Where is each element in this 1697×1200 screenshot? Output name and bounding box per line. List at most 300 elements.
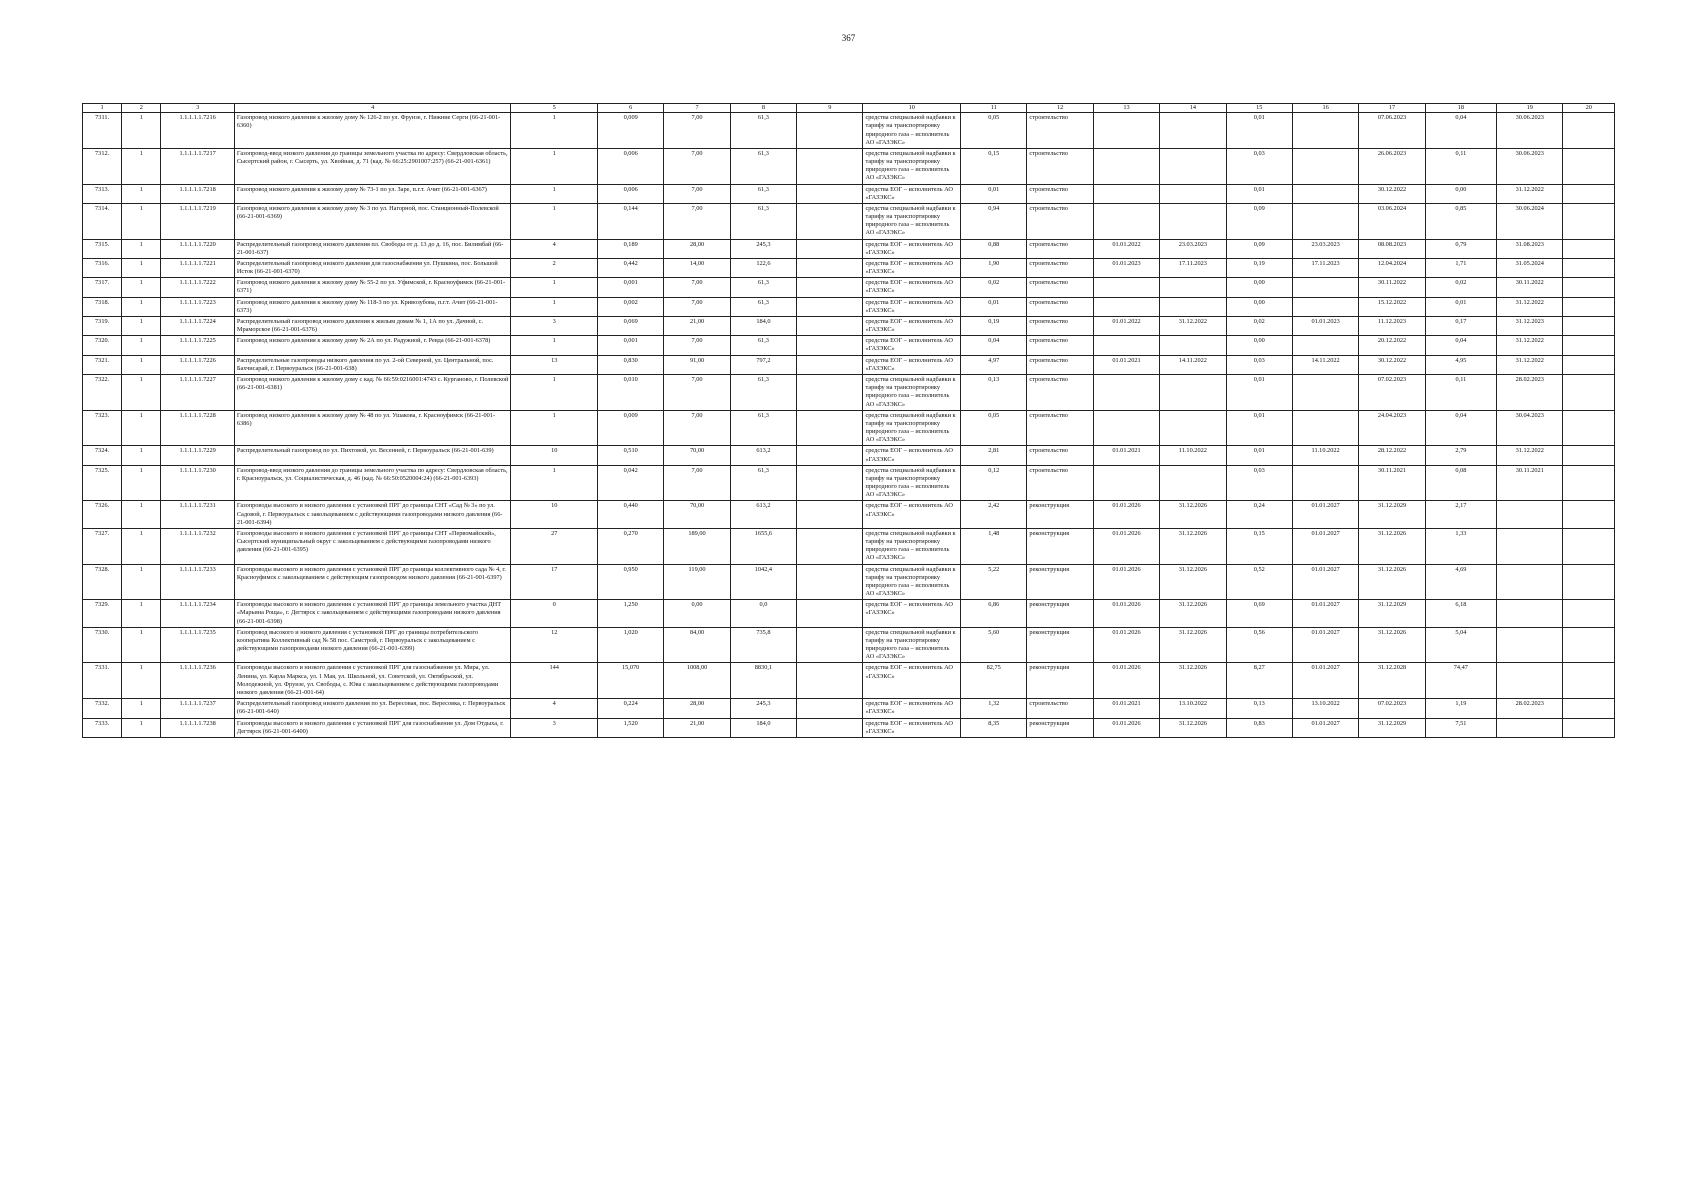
col19-cell [1497, 564, 1563, 600]
column-number: 16 [1292, 104, 1358, 113]
object-name-cell: Газопровод низкого давления к жилому дому № 118-3 по ул. Кривозубова, п.г.т. Ачит (66-21-001-6373) [234, 297, 511, 316]
row-number-cell: 7332. [83, 699, 122, 718]
row-number-cell: 7324. [83, 446, 122, 465]
col13-cell [1093, 297, 1159, 316]
col11-cell: 1,48 [961, 528, 1027, 564]
col15-cell: 0,01 [1226, 184, 1292, 203]
column-number-row [83, 104, 1615, 113]
code-cell: 1.1.1.1.1.7238 [161, 718, 234, 737]
col20-cell [1563, 113, 1615, 149]
work-type-cell: реконструкция [1027, 718, 1093, 737]
col9-cell [797, 184, 863, 203]
work-type-cell: строительство [1027, 699, 1093, 718]
object-name-cell: Газопровод низкого давления к жилому дому № 55-2 по ул. Уфимской, г. Красноуфимск (66-21-001-6371) [234, 278, 511, 297]
col2-cell: 1 [122, 278, 161, 297]
col18-cell: 0,85 [1425, 203, 1496, 239]
work-type-cell: строительство [1027, 316, 1093, 335]
col18-cell: 2,17 [1425, 501, 1496, 529]
col5-cell: 1 [511, 203, 598, 239]
col16-cell: 01.01.2027 [1292, 528, 1358, 564]
col9-cell [797, 148, 863, 184]
col13-cell: 01.01.2021 [1093, 355, 1159, 374]
col13-cell: 01.01.2026 [1093, 501, 1159, 529]
col17-cell: 20.12.2022 [1359, 336, 1425, 355]
column-number: 7 [664, 104, 730, 113]
col6-cell: 1,250 [597, 600, 663, 628]
col13-cell: 01.01.2026 [1093, 718, 1159, 737]
col9-cell [797, 258, 863, 277]
col9-cell [797, 663, 863, 699]
col16-cell: 01.01.2027 [1292, 627, 1358, 663]
col5-cell: 1 [511, 297, 598, 316]
col11-cell: 5,60 [961, 627, 1027, 663]
col17-cell: 31.12.2026 [1359, 564, 1425, 600]
col17-cell: 31.12.2029 [1359, 718, 1425, 737]
table-row [83, 148, 1615, 184]
col11-cell: 8,35 [961, 718, 1027, 737]
col14-cell: 31.12.2026 [1160, 627, 1226, 663]
col8-cell: 61,3 [730, 297, 796, 316]
col13-cell: 01.01.2021 [1093, 446, 1159, 465]
row-number-cell: 7317. [83, 278, 122, 297]
col16-cell [1292, 148, 1358, 184]
col8-cell: 184,0 [730, 718, 796, 737]
col20-cell [1563, 600, 1615, 628]
column-number: 17 [1359, 104, 1425, 113]
col6-cell: 0,440 [597, 501, 663, 529]
work-type-cell: строительство [1027, 374, 1093, 410]
col8-cell: 61,3 [730, 148, 796, 184]
col19-cell [1497, 718, 1563, 737]
work-type-cell: строительство [1027, 446, 1093, 465]
col16-cell: 14.11.2022 [1292, 355, 1358, 374]
col14-cell: 31.12.2026 [1160, 718, 1226, 737]
col6-cell: 0,006 [597, 184, 663, 203]
col13-cell [1093, 113, 1159, 149]
financing-source-cell: средства специальной надбавки к тарифу на транспортировку природного газа – исполнитель АО «ГАЗЭКС» [863, 627, 961, 663]
object-name-cell: Распределительный газопровод низкого давления по ул. Вересовая, пос. Вересовка, г. Первоуральск (66-21-001-640) [234, 699, 511, 718]
col18-cell: 1,71 [1425, 258, 1496, 277]
col2-cell: 1 [122, 627, 161, 663]
col7-cell: 0,00 [664, 600, 730, 628]
col5-cell: 1 [511, 278, 598, 297]
work-type-cell: строительство [1027, 184, 1093, 203]
col16-cell: 01.01.2027 [1292, 564, 1358, 600]
code-cell: 1.1.1.1.1.7225 [161, 336, 234, 355]
row-number-cell: 7325. [83, 465, 122, 501]
work-type-cell: реконструкция [1027, 528, 1093, 564]
col2-cell: 1 [122, 297, 161, 316]
col2-cell: 1 [122, 148, 161, 184]
col9-cell [797, 446, 863, 465]
table-row [83, 203, 1615, 239]
col2-cell: 1 [122, 718, 161, 737]
col2-cell: 1 [122, 203, 161, 239]
col11-cell: 0,05 [961, 410, 1027, 446]
work-type-cell: строительство [1027, 148, 1093, 184]
col5-cell: 27 [511, 528, 598, 564]
col16-cell [1292, 465, 1358, 501]
col20-cell [1563, 501, 1615, 529]
financing-source-cell: средства ЕОГ – исполнитель АО «ГАЗЭКС» [863, 278, 961, 297]
col6-cell: 1,520 [597, 718, 663, 737]
col2-cell: 1 [122, 600, 161, 628]
col7-cell: 7,00 [664, 336, 730, 355]
col11-cell: 0,04 [961, 336, 1027, 355]
row-number-cell: 7328. [83, 564, 122, 600]
col5-cell: 4 [511, 699, 598, 718]
col13-cell [1093, 410, 1159, 446]
col15-cell: 0,09 [1226, 203, 1292, 239]
col6-cell: 0,042 [597, 465, 663, 501]
col6-cell: 0,224 [597, 699, 663, 718]
col2-cell: 1 [122, 355, 161, 374]
financing-source-cell: средства специальной надбавки к тарифу на транспортировку природного газа – исполнитель АО «ГАЗЭКС» [863, 528, 961, 564]
col5-cell: 2 [511, 258, 598, 277]
financing-source-cell: средства специальной надбавки к тарифу на транспортировку природного газа – исполнитель АО «ГАЗЭКС» [863, 564, 961, 600]
col5-cell: 1 [511, 465, 598, 501]
col15-cell: 0,19 [1226, 258, 1292, 277]
col17-cell: 07.02.2023 [1359, 374, 1425, 410]
col20-cell [1563, 239, 1615, 258]
col7-cell: 7,00 [664, 297, 730, 316]
col8-cell: 184,0 [730, 316, 796, 335]
col19-cell [1497, 627, 1563, 663]
column-number: 15 [1226, 104, 1292, 113]
code-cell: 1.1.1.1.1.7220 [161, 239, 234, 258]
work-type-cell: реконструкция [1027, 564, 1093, 600]
work-type-cell: строительство [1027, 278, 1093, 297]
col2-cell: 1 [122, 184, 161, 203]
row-number-cell: 7326. [83, 501, 122, 529]
col6-cell: 0,830 [597, 355, 663, 374]
row-number-cell: 7330. [83, 627, 122, 663]
col14-cell [1160, 148, 1226, 184]
table-row [83, 699, 1615, 718]
column-number: 10 [863, 104, 961, 113]
col20-cell [1563, 627, 1615, 663]
col5-cell: 144 [511, 663, 598, 699]
object-name-cell: Газопроводы высокого и низкого давления с установкой ПРГ до границы СНТ «Первомайский», Сысертский муниципальный округ с закольцеванием с действующими газопроводами низкого давления (66-21-001-6395) [234, 528, 511, 564]
col5-cell: 17 [511, 564, 598, 600]
column-number: 9 [797, 104, 863, 113]
object-name-cell: Газопровод низкого давления к жилому дому с кад. № 66:59:0216001:4743 с. Курганово, г. Полевской (66-21-001-6381) [234, 374, 511, 410]
col11-cell: 0,02 [961, 278, 1027, 297]
col6-cell: 15,070 [597, 663, 663, 699]
col18-cell: 7,51 [1425, 718, 1496, 737]
col14-cell: 17.11.2023 [1160, 258, 1226, 277]
col17-cell: 30.12.2022 [1359, 355, 1425, 374]
col2-cell: 1 [122, 663, 161, 699]
financing-source-cell: средства специальной надбавки к тарифу на транспортировку природного газа – исполнитель АО «ГАЗЭКС» [863, 374, 961, 410]
col6-cell: 0,001 [597, 278, 663, 297]
col8-cell: 61,3 [730, 203, 796, 239]
col8-cell: 61,3 [730, 113, 796, 149]
financing-source-cell: средства ЕОГ – исполнитель АО «ГАЗЭКС» [863, 699, 961, 718]
col8-cell: 61,3 [730, 278, 796, 297]
col15-cell: 0,24 [1226, 501, 1292, 529]
row-number-cell: 7312. [83, 148, 122, 184]
code-cell: 1.1.1.1.1.7222 [161, 278, 234, 297]
col9-cell [797, 600, 863, 628]
col18-cell: 0,01 [1425, 297, 1496, 316]
col19-cell: 30.06.2023 [1497, 113, 1563, 149]
col2-cell: 1 [122, 501, 161, 529]
col5-cell: 1 [511, 374, 598, 410]
col19-cell: 31.12.2022 [1497, 297, 1563, 316]
col5-cell: 1 [511, 336, 598, 355]
col11-cell: 2,81 [961, 446, 1027, 465]
col18-cell: 0,11 [1425, 148, 1496, 184]
col17-cell: 24.04.2023 [1359, 410, 1425, 446]
col7-cell: 7,00 [664, 278, 730, 297]
col11-cell: 2,42 [961, 501, 1027, 529]
col17-cell: 28.12.2022 [1359, 446, 1425, 465]
financing-source-cell: средства ЕОГ – исполнитель АО «ГАЗЭКС» [863, 258, 961, 277]
col15-cell: 0,09 [1226, 239, 1292, 258]
col17-cell: 26.06.2023 [1359, 148, 1425, 184]
col9-cell [797, 564, 863, 600]
col13-cell [1093, 203, 1159, 239]
col17-cell: 30.12.2022 [1359, 184, 1425, 203]
col5-cell: 3 [511, 718, 598, 737]
col11-cell: 82,75 [961, 663, 1027, 699]
work-type-cell: строительство [1027, 410, 1093, 446]
col11-cell: 4,97 [961, 355, 1027, 374]
financing-source-cell: средства специальной надбавки к тарифу на транспортировку природного газа – исполнитель АО «ГАЗЭКС» [863, 410, 961, 446]
col6-cell: 0,002 [597, 297, 663, 316]
work-type-cell: строительство [1027, 355, 1093, 374]
col19-cell: 30.06.2024 [1497, 203, 1563, 239]
col7-cell: 28,00 [664, 239, 730, 258]
col13-cell [1093, 336, 1159, 355]
col7-cell: 14,00 [664, 258, 730, 277]
col15-cell: 0,03 [1226, 465, 1292, 501]
col11-cell: 0,13 [961, 374, 1027, 410]
col13-cell [1093, 148, 1159, 184]
column-number: 13 [1093, 104, 1159, 113]
col18-cell: 0,04 [1425, 336, 1496, 355]
col15-cell: 0,02 [1226, 316, 1292, 335]
code-cell: 1.1.1.1.1.7234 [161, 600, 234, 628]
object-name-cell: Распределительный газопровод низкого давления к жилым домам № 1, 1А по ул. Дачной, с. Мраморское (66-21-001-6376) [234, 316, 511, 335]
object-name-cell: Распределительный газопровод низкого давления пл. Свободы от д. 13 до д. 16, пос. Билимбай (66-21-001-637) [234, 239, 511, 258]
col15-cell: 0,52 [1226, 564, 1292, 600]
col15-cell: 0,69 [1226, 600, 1292, 628]
col17-cell: 30.11.2022 [1359, 278, 1425, 297]
col20-cell [1563, 316, 1615, 335]
column-number: 1 [83, 104, 122, 113]
col15-cell: 0,01 [1226, 446, 1292, 465]
row-number-cell: 7315. [83, 239, 122, 258]
col14-cell [1160, 410, 1226, 446]
col16-cell [1292, 410, 1358, 446]
col16-cell [1292, 184, 1358, 203]
table-row [83, 663, 1615, 699]
object-name-cell: Газопровод низкого давления к жилому дому № 73-1 по ул. Заре, п.г.т. Ачит (66-21-001-6367) [234, 184, 511, 203]
code-cell: 1.1.1.1.1.7216 [161, 113, 234, 149]
col5-cell: 4 [511, 239, 598, 258]
col9-cell [797, 501, 863, 529]
col18-cell: 0,79 [1425, 239, 1496, 258]
col17-cell: 31.12.2026 [1359, 528, 1425, 564]
col9-cell [797, 113, 863, 149]
col14-cell: 31.12.2026 [1160, 663, 1226, 699]
col6-cell: 0,010 [597, 374, 663, 410]
work-type-cell: реконструкция [1027, 627, 1093, 663]
financing-source-cell: средства ЕОГ – исполнитель АО «ГАЗЭКС» [863, 297, 961, 316]
financing-source-cell: средства ЕОГ – исполнитель АО «ГАЗЭКС» [863, 184, 961, 203]
col14-cell: 13.10.2022 [1160, 699, 1226, 718]
object-name-cell: Газопровод низкого давления к жилому дому № 126-2 по ул. Фрунзе, г. Нижние Серги (66-21-001-6360) [234, 113, 511, 149]
col14-cell [1160, 465, 1226, 501]
work-type-cell: реконструкция [1027, 600, 1093, 628]
col19-cell [1497, 501, 1563, 529]
col14-cell: 31.12.2026 [1160, 528, 1226, 564]
col18-cell: 6,18 [1425, 600, 1496, 628]
col19-cell: 31.12.2023 [1497, 316, 1563, 335]
col16-cell [1292, 297, 1358, 316]
col7-cell: 21,00 [664, 316, 730, 335]
work-type-cell: строительство [1027, 239, 1093, 258]
col16-cell: 01.01.2027 [1292, 501, 1358, 529]
col17-cell: 31.12.2028 [1359, 663, 1425, 699]
col17-cell: 30.11.2021 [1359, 465, 1425, 501]
col15-cell: 0,56 [1226, 627, 1292, 663]
col16-cell: 01.01.2023 [1292, 316, 1358, 335]
col13-cell: 01.01.2026 [1093, 627, 1159, 663]
financing-source-cell: средства ЕОГ – исполнитель АО «ГАЗЭКС» [863, 600, 961, 628]
col8-cell: 1655,6 [730, 528, 796, 564]
financing-source-cell: средства специальной надбавки к тарифу на транспортировку природного газа – исполнитель АО «ГАЗЭКС» [863, 203, 961, 239]
col2-cell: 1 [122, 336, 161, 355]
col14-cell [1160, 113, 1226, 149]
col5-cell: 1 [511, 148, 598, 184]
financing-source-cell: средства ЕОГ – исполнитель АО «ГАЗЭКС» [863, 501, 961, 529]
col6-cell: 0,009 [597, 113, 663, 149]
col8-cell: 61,3 [730, 374, 796, 410]
financing-source-cell: средства ЕОГ – исполнитель АО «ГАЗЭКС» [863, 663, 961, 699]
col2-cell: 1 [122, 465, 161, 501]
col2-cell: 1 [122, 564, 161, 600]
col15-cell: 0,03 [1226, 148, 1292, 184]
col8-cell: 797,2 [730, 355, 796, 374]
column-number: 4 [234, 104, 511, 113]
row-number-cell: 7319. [83, 316, 122, 335]
col7-cell: 7,00 [664, 148, 730, 184]
col5-cell: 0 [511, 600, 598, 628]
col5-cell: 12 [511, 627, 598, 663]
col8-cell: 245,3 [730, 699, 796, 718]
col15-cell: 0,01 [1226, 374, 1292, 410]
col20-cell [1563, 528, 1615, 564]
financing-source-cell: средства специальной надбавки к тарифу на транспортировку природного газа – исполнитель АО «ГАЗЭКС» [863, 113, 961, 149]
col19-cell [1497, 528, 1563, 564]
col20-cell [1563, 203, 1615, 239]
row-number-cell: 7318. [83, 297, 122, 316]
col2-cell: 1 [122, 239, 161, 258]
row-number-cell: 7331. [83, 663, 122, 699]
col20-cell [1563, 355, 1615, 374]
col8-cell: 735,8 [730, 627, 796, 663]
col6-cell: 0,006 [597, 148, 663, 184]
col13-cell [1093, 278, 1159, 297]
col5-cell: 1 [511, 184, 598, 203]
col20-cell [1563, 258, 1615, 277]
col17-cell: 08.08.2023 [1359, 239, 1425, 258]
col16-cell: 01.01.2027 [1292, 718, 1358, 737]
col16-cell: 23.03.2023 [1292, 239, 1358, 258]
col9-cell [797, 297, 863, 316]
row-number-cell: 7321. [83, 355, 122, 374]
col16-cell: 17.11.2023 [1292, 258, 1358, 277]
work-type-cell: строительство [1027, 336, 1093, 355]
col6-cell: 0,189 [597, 239, 663, 258]
col13-cell: 01.01.2021 [1093, 699, 1159, 718]
col18-cell: 1,33 [1425, 528, 1496, 564]
col20-cell [1563, 446, 1615, 465]
row-number-cell: 7311. [83, 113, 122, 149]
col11-cell: 5,22 [961, 564, 1027, 600]
table-row [83, 316, 1615, 335]
col11-cell: 0,05 [961, 113, 1027, 149]
col20-cell [1563, 410, 1615, 446]
table-row [83, 718, 1615, 737]
col15-cell: 0,03 [1226, 355, 1292, 374]
column-number: 8 [730, 104, 796, 113]
col17-cell: 12.04.2024 [1359, 258, 1425, 277]
col5-cell: 3 [511, 316, 598, 335]
col9-cell [797, 410, 863, 446]
col13-cell [1093, 374, 1159, 410]
col9-cell [797, 355, 863, 374]
table-row [83, 600, 1615, 628]
code-cell: 1.1.1.1.1.7221 [161, 258, 234, 277]
col14-cell: 31.12.2026 [1160, 600, 1226, 628]
table-row [83, 446, 1615, 465]
col6-cell: 0,950 [597, 564, 663, 600]
col18-cell: 0,11 [1425, 374, 1496, 410]
col17-cell: 31.12.2029 [1359, 501, 1425, 529]
col7-cell: 84,00 [664, 627, 730, 663]
col20-cell [1563, 465, 1615, 501]
col7-cell: 21,00 [664, 718, 730, 737]
col7-cell: 70,00 [664, 501, 730, 529]
col20-cell [1563, 184, 1615, 203]
financing-source-cell: средства ЕОГ – исполнитель АО «ГАЗЭКС» [863, 355, 961, 374]
col17-cell: 07.02.2023 [1359, 699, 1425, 718]
col16-cell [1292, 374, 1358, 410]
table-row [83, 297, 1615, 316]
col15-cell: 0,00 [1226, 297, 1292, 316]
col7-cell: 7,00 [664, 203, 730, 239]
col15-cell: 8,27 [1226, 663, 1292, 699]
col15-cell: 0,01 [1226, 410, 1292, 446]
col2-cell: 1 [122, 113, 161, 149]
work-type-cell: строительство [1027, 203, 1093, 239]
col17-cell: 15.12.2022 [1359, 297, 1425, 316]
financing-source-cell: средства ЕОГ – исполнитель АО «ГАЗЭКС» [863, 336, 961, 355]
object-name-cell: Газопровод низкого давления к жилому дому № 2А по ул. Радужной, г. Ревда (66-21-001-6378) [234, 336, 511, 355]
col6-cell: 0,001 [597, 336, 663, 355]
object-name-cell: Газопроводы высокого и низкого давления с установкой ПРГ для газоснабжения ул. Мира, ул. Ленина, ул. Карла Маркса, ул. 1 Мая, ул. Школьной, ул. Советской, ул. Октябрьской, ул. Молодежной, ул. Фрунзе, ул. Свободы, с. Юва с закольцеванием с действующими газопроводами низкого давления (66-21-001-64) [234, 663, 511, 699]
col5-cell: 10 [511, 501, 598, 529]
code-cell: 1.1.1.1.1.7236 [161, 663, 234, 699]
col8-cell: 1042,4 [730, 564, 796, 600]
col16-cell [1292, 203, 1358, 239]
col9-cell [797, 627, 863, 663]
col19-cell: 31.12.2022 [1497, 446, 1563, 465]
